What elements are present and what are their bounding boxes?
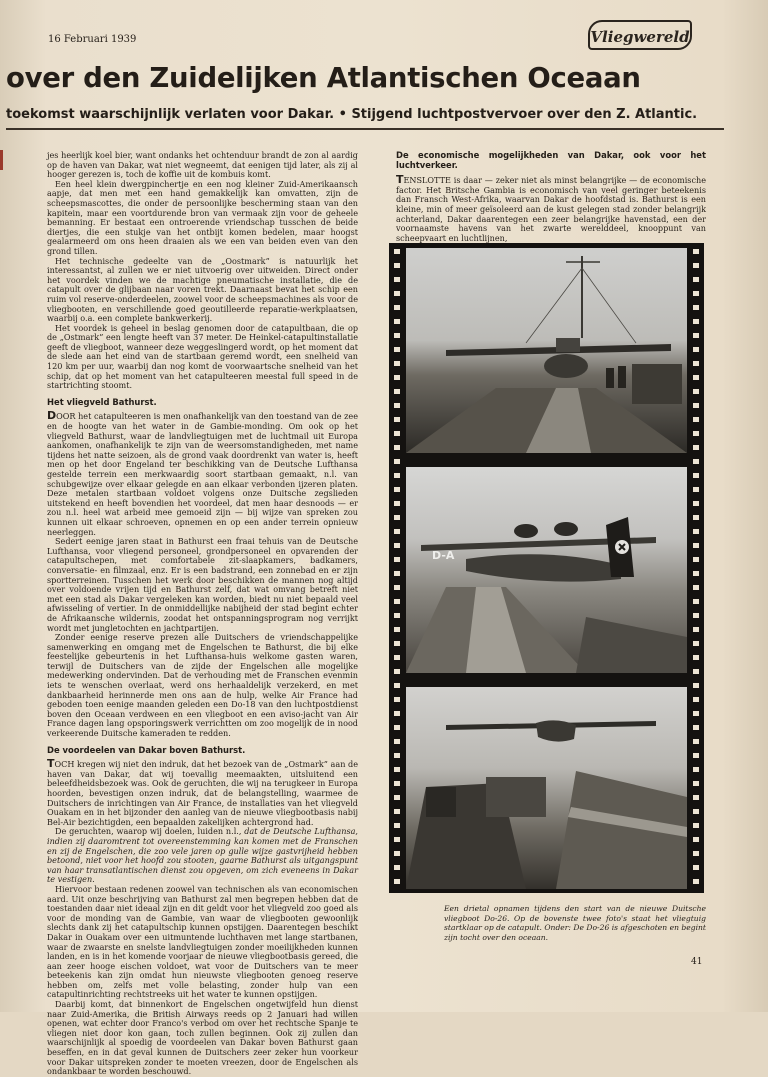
paragraph <box>47 759 358 827</box>
photo-flying-boat-on-catapult <box>406 248 687 453</box>
drop-cap: T <box>396 173 404 187</box>
paragraph: jes heerlijk koel bier, want ondanks het ochtenduur brandt de zon al aardig op de haven van Dakar, wat niet wegneemt, dat eenigen tijd later, als zij al hooger gerezen is, toch de koffie uit de kombuis komt. <box>47 150 358 180</box>
headline: over den Zuidelijken Atlantischen Oceaan <box>6 62 641 94</box>
film-perforations-right <box>693 249 699 887</box>
photo-illustration <box>406 687 687 889</box>
photo-do26-on-catapult <box>406 467 687 673</box>
drop-cap: D <box>47 409 57 423</box>
paragraph: Daarbij komt, dat binnenkort de Engelschen ongetwijfeld hun dienst naar Zuid-Amerika, die British Airways reeds op 2 Januari had willen openen, wat echter door Franco's verbod om over het rechtsche Spanje te vliegen niet door kon gaan, toch zullen beginnen. Ook zij zullen dan waarschijnlijk al spoedig de voordeelen van Dakar boven Bathurst gaan beseffen, en in dat geval kunnen de Duitschers zeer zeker hun voorkeur voor Dakar uitspreken zonder te moeten vreezen, door de Engelschen als ondankbaar te worden beschouwd. <box>47 999 358 1077</box>
photo-illustration <box>406 467 687 673</box>
issue-date: 16 Februari 1939 <box>48 34 137 45</box>
page-number: 41 <box>691 957 703 967</box>
paragraph <box>47 827 358 885</box>
paragraph-text: ENSLOTTE is daar — zeker niet als minst belangrijke — de economische factor. Het Britsche Gambia is economisch van veel geringer beteekenis dan Fransch West-Afrika, waarvan Dakar de hoofdstad is. Bathurst is een kleine, min of meer geïsoleerd aan de kust gelegen stad zonder belangrijk achterland, Dakar daarentegen een zeer belangrijke havenstad, een der voornaamste havens van het zwarte werelddeel, knooppunt van scheepvaart en luchtlijnen, <box>396 175 706 243</box>
section-heading: Het vliegveld Bathurst. <box>47 396 157 407</box>
paragraph-text: De geruchten, waarop wij doelen, luiden n.l., <box>55 826 245 837</box>
photo-do26-launched <box>406 687 687 889</box>
header-rule <box>6 128 724 130</box>
figure-caption: Een drietal opnamen tijdens den start van de nieuwe Duitsche vliegboot Do-26. Op de bovenste twee foto's staat het vliegtuig startklaar op de catapult. Onder: De Do-26 is afgeschoten en begint zijn tocht over den oceaan. <box>444 904 706 942</box>
paragraph: Sedert eenige jaren staat in Bathurst een fraai tehuis van de Deutsche Lufthansa, voor vliegend personeel, grondpersoneel en opvarenden der catapultschepen, met comfortabele zit-slaapkamers, badkamers, conversatie- en filmzaal, enz. Er is een badstrand, een zonnebad en er zijn sportterreinen. Tusschen het werk door beschikken de mannen nog altijd over voldoende vrijen tijd en Bathurst zelf, dat wat omvang betreft niet met een stad als Dakar vergeleken kan worden, biedt nu niet bepaald veel afwisseling of vertier. In de onmiddellijke nabijheid der stad begint echter de Afrikaansche wildernis, zoodat het ontspanningsprogram nog verrijkt wordt met jungletochten en jachtpartijen. <box>47 536 358 633</box>
photo-illustration <box>406 248 687 453</box>
film-perforations-left <box>394 249 400 887</box>
paragraph: Hiervoor bestaan redenen zoowel van technischen als van economischen aard. Uit onze beschrijving van Bathurst zal men begrepen hebben dat de toestanden daar niet ideaal zijn en dit geldt voor het vliegveld zoo goed als voor de monding van de Gambie, van waar de vliegbooten gewoonlijk slechts dank zij het catapultschip kunnen opstijgen. Daarentegen beschikt Dakar in Ouakam over een uitmuntende luchthaven met lange startbanen, waar de zwaarste en snelste landvliegtuigen zonder moeilijkheden kunnen landen, en is in het komende voorjaar de nieuwe vliegbootbasis gereed, die aan zeer hooge eischen voldoet, wat voor de Duitschers van te meer beteekenis kan zijn omdat hun nieuwste vliegbooten genoeg reserve hebben om, zelfs met volle belasting, zonder hulp van een catapultinrichting rechtstreeks uit het water te kunnen opstijgen. <box>47 883 358 1000</box>
drop-cap: T <box>47 757 55 771</box>
paragraph: Zonder eenige reserve prezen alle Duitschers de vriendschappelijke samenwerking en omgang met de Engelschen te Bathurst, die bij elke feestelijke gebeurtenis in het Lufthansa-huis welkome gasten waren, terwijl de Duitschers van de zijde der Engelschen alle mogelijke medewerking ondervinden. Dat de verhouding met de Franschen evenmin iets te wenschen overlaat, werd ons herhaaldelijk verzekerd, en met dankbaarheid herinnerde men ons aan de hulp, welke Air France had geboden toen eenige maanden geleden een Do-18 van den luchtpostdienst boven den Oceaan verdween en een vliegboot en een aviso-jacht van Air France dagen lang opsporingswerk verrichtten om zoo mogelijk de in nood verkeerende Duitsche kameraden te redden. <box>47 632 358 739</box>
article-column-left <box>47 151 358 1077</box>
paragraph <box>396 175 706 243</box>
paragraph: Het voordek is geheel in beslag genomen door de catapultbaan, die op de „Ostmark” een lengte heeft van 37 meter. De Heinkel-catapultinstallatie geeft de vliegboot, wanneer deze weggeslingerd wordt, op het moment dat de slede aan het eind van de startbaan geremd wordt, een snelheid van 120 km per uur, waarbij dan nog komt de voorwaartsche snelheid van het schip, dat op het moment van het catapulteeren meestal full speed in de startrichting stoomt. <box>47 322 358 391</box>
aircraft-registration: D-A <box>432 549 455 562</box>
italic-text: dat de Deutsche Lufthansa, indien zij daaromtrent tot overeenstemming kan komen met de Franschen en zij de Engelschen, die zoo vele jaren op gulle wijze gastvrijheid hebben betoond, niet voor het hoofd zou stooten, gaarne Bathurst als uitgangspunt van haar transatlantischen dienst zou opgeven, om zich eveneens in Dakar te vestigen. <box>47 826 358 885</box>
vliegwereld-logo: Vliegwereld <box>588 20 692 50</box>
paragraph: Een heel klein dwergpinchertje en een nog kleiner Zuid-Amerikaansch aapje, dat men met een hand gemakkelijk kan omvatten, zijn de scheepsmascottes, die onder de persoonlijke bescherming staan van den kapitein, maar een voortdurende bron van vermaak zijn voor de geheele bemanning. Er bestaat een ontroerende vriendschap tusschen de beide diertjes, die een stukje van het ontbijt komen bedelen, maar hoogst gealarmeerd om ons heen draaien als we een van beiden even van den grond tillen. <box>47 178 358 256</box>
paragraph <box>47 411 358 537</box>
subheadline: toekomst waarschijnlijk verlaten voor Dakar. • Stijgend luchtpostvervoer over den Z. Atlantic. <box>6 107 698 122</box>
page-edge-mark <box>0 150 3 170</box>
section-heading: De voordeelen van Dakar boven Bathurst. <box>47 744 246 755</box>
paragraph-text: OCH kregen wij niet den indruk, dat het bezoek van de „Ostmark” aan de haven van Dakar, dat wij toevallig meemaakten, uitsluitend een beleefdheidsbezoek was. Ook de geruchten, die wij na terugkeer in Europa hoorden, bevestigen onzen indruk, dat de belangstelling, waarmee de Duitschers de inrichtingen van Air France, de installaties van het vliegveld Ouakam en in het bijzonder den aanleg van de nieuwe vliegbootbasis nabij Bel-Air bezichtigden, een bepaalden zakelijken achtergrond had. <box>47 759 358 827</box>
paragraph: Het technische gedeelte van de „Oostmark” is natuurlijk het interessantst, al zullen we er niet uitvoerig over uitweiden. Direct onder het voordek vinden we de machtige pneumatische installatie, die de catapult over de glijbaan naar voren trekt. Daarnaast bevat het schip een ruim vol reserve-onderdeelen, zoowel voor de scheepsmachines als voor de vliegbooten, en verschillende goed geoutilleerde reparatie-werkplaatsen, waarbij o.a. een complete bankwerkerij. <box>47 255 358 324</box>
section-heading: De economische mogelijkheden van Dakar, ook voor het luchtverkeer. <box>396 150 706 170</box>
film-strip <box>389 243 704 893</box>
article-column-right <box>396 151 706 243</box>
paragraph-text: OOR het catapulteeren is men onafhankelijk van den toestand van de zee en de hoogte van het water in de Gambie-monding. Om ook op het vliegveld Bathurst, waar de landvliegtuigen met de luchtmail uit Europa aankomen, onafhankelijk te zijn van de weersomstandigheden, met name tijdens het natte seizoen, als de grond vaak doordrenkt van water is, heeft men op het door Engeland ter beschikking van de Deutsche Lufthansa gestelde terrein een merkwaardig soort startbaan gemaakt, n.l. van schubgewijze over elkaar gelegde en aan elkaar verbonden ijzeren platen. Deze metalen startbaan voldoet volgens onze Duitsche zegslieden uitstekend en heeft bovendien het voordeel, dat men haar desnoods — er zou n.l. heel wat arbeid mee gemoeid zijn — bij wijze van spreken zou kunnen uit elkaar schroeven, opnemen en op een ander terrein opnieuw neerleggen. <box>47 411 358 537</box>
